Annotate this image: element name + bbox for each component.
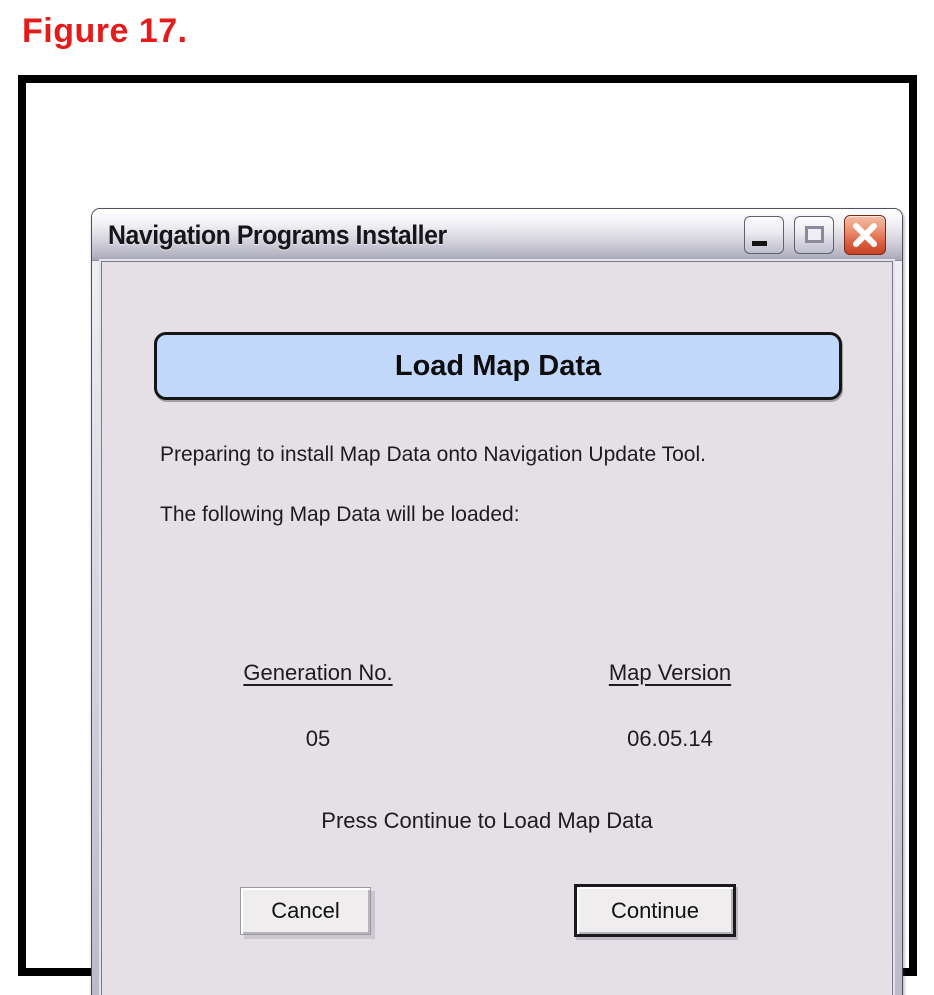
close-button[interactable]: [844, 215, 886, 255]
window-title: Navigation Programs Installer: [108, 220, 447, 250]
generation-column-header: Generation No.: [243, 660, 393, 685]
intro-text-1: Preparing to install Map Data onto Navigation Update Tool.: [160, 443, 706, 466]
intro-text-2: The following Map Data will be loaded:: [160, 503, 520, 526]
page-title: Load Map Data: [154, 332, 842, 400]
maximize-icon: [805, 226, 824, 243]
generation-column: [198, 660, 438, 752]
close-icon: [852, 222, 878, 248]
continue-button[interactable]: Continue: [574, 884, 736, 937]
dialog-content: [101, 261, 893, 995]
instruction-text: Press Continue to Load Map Data: [321, 808, 653, 833]
map-version-column: [550, 660, 790, 752]
screenshot-frame: [18, 75, 917, 976]
minimize-icon: [752, 241, 767, 246]
installer-window: [91, 208, 903, 995]
cancel-button[interactable]: Cancel: [240, 887, 371, 935]
figure-caption: Figure 17.: [22, 12, 188, 50]
maximize-button[interactable]: [794, 216, 834, 254]
map-version-value: 06.05.14: [627, 726, 713, 751]
map-version-column-header: Map Version: [608, 660, 732, 685]
generation-value: 05: [305, 726, 331, 751]
window-controls: [744, 216, 886, 255]
minimize-button[interactable]: [744, 216, 784, 254]
window-titlebar[interactable]: [92, 209, 902, 261]
